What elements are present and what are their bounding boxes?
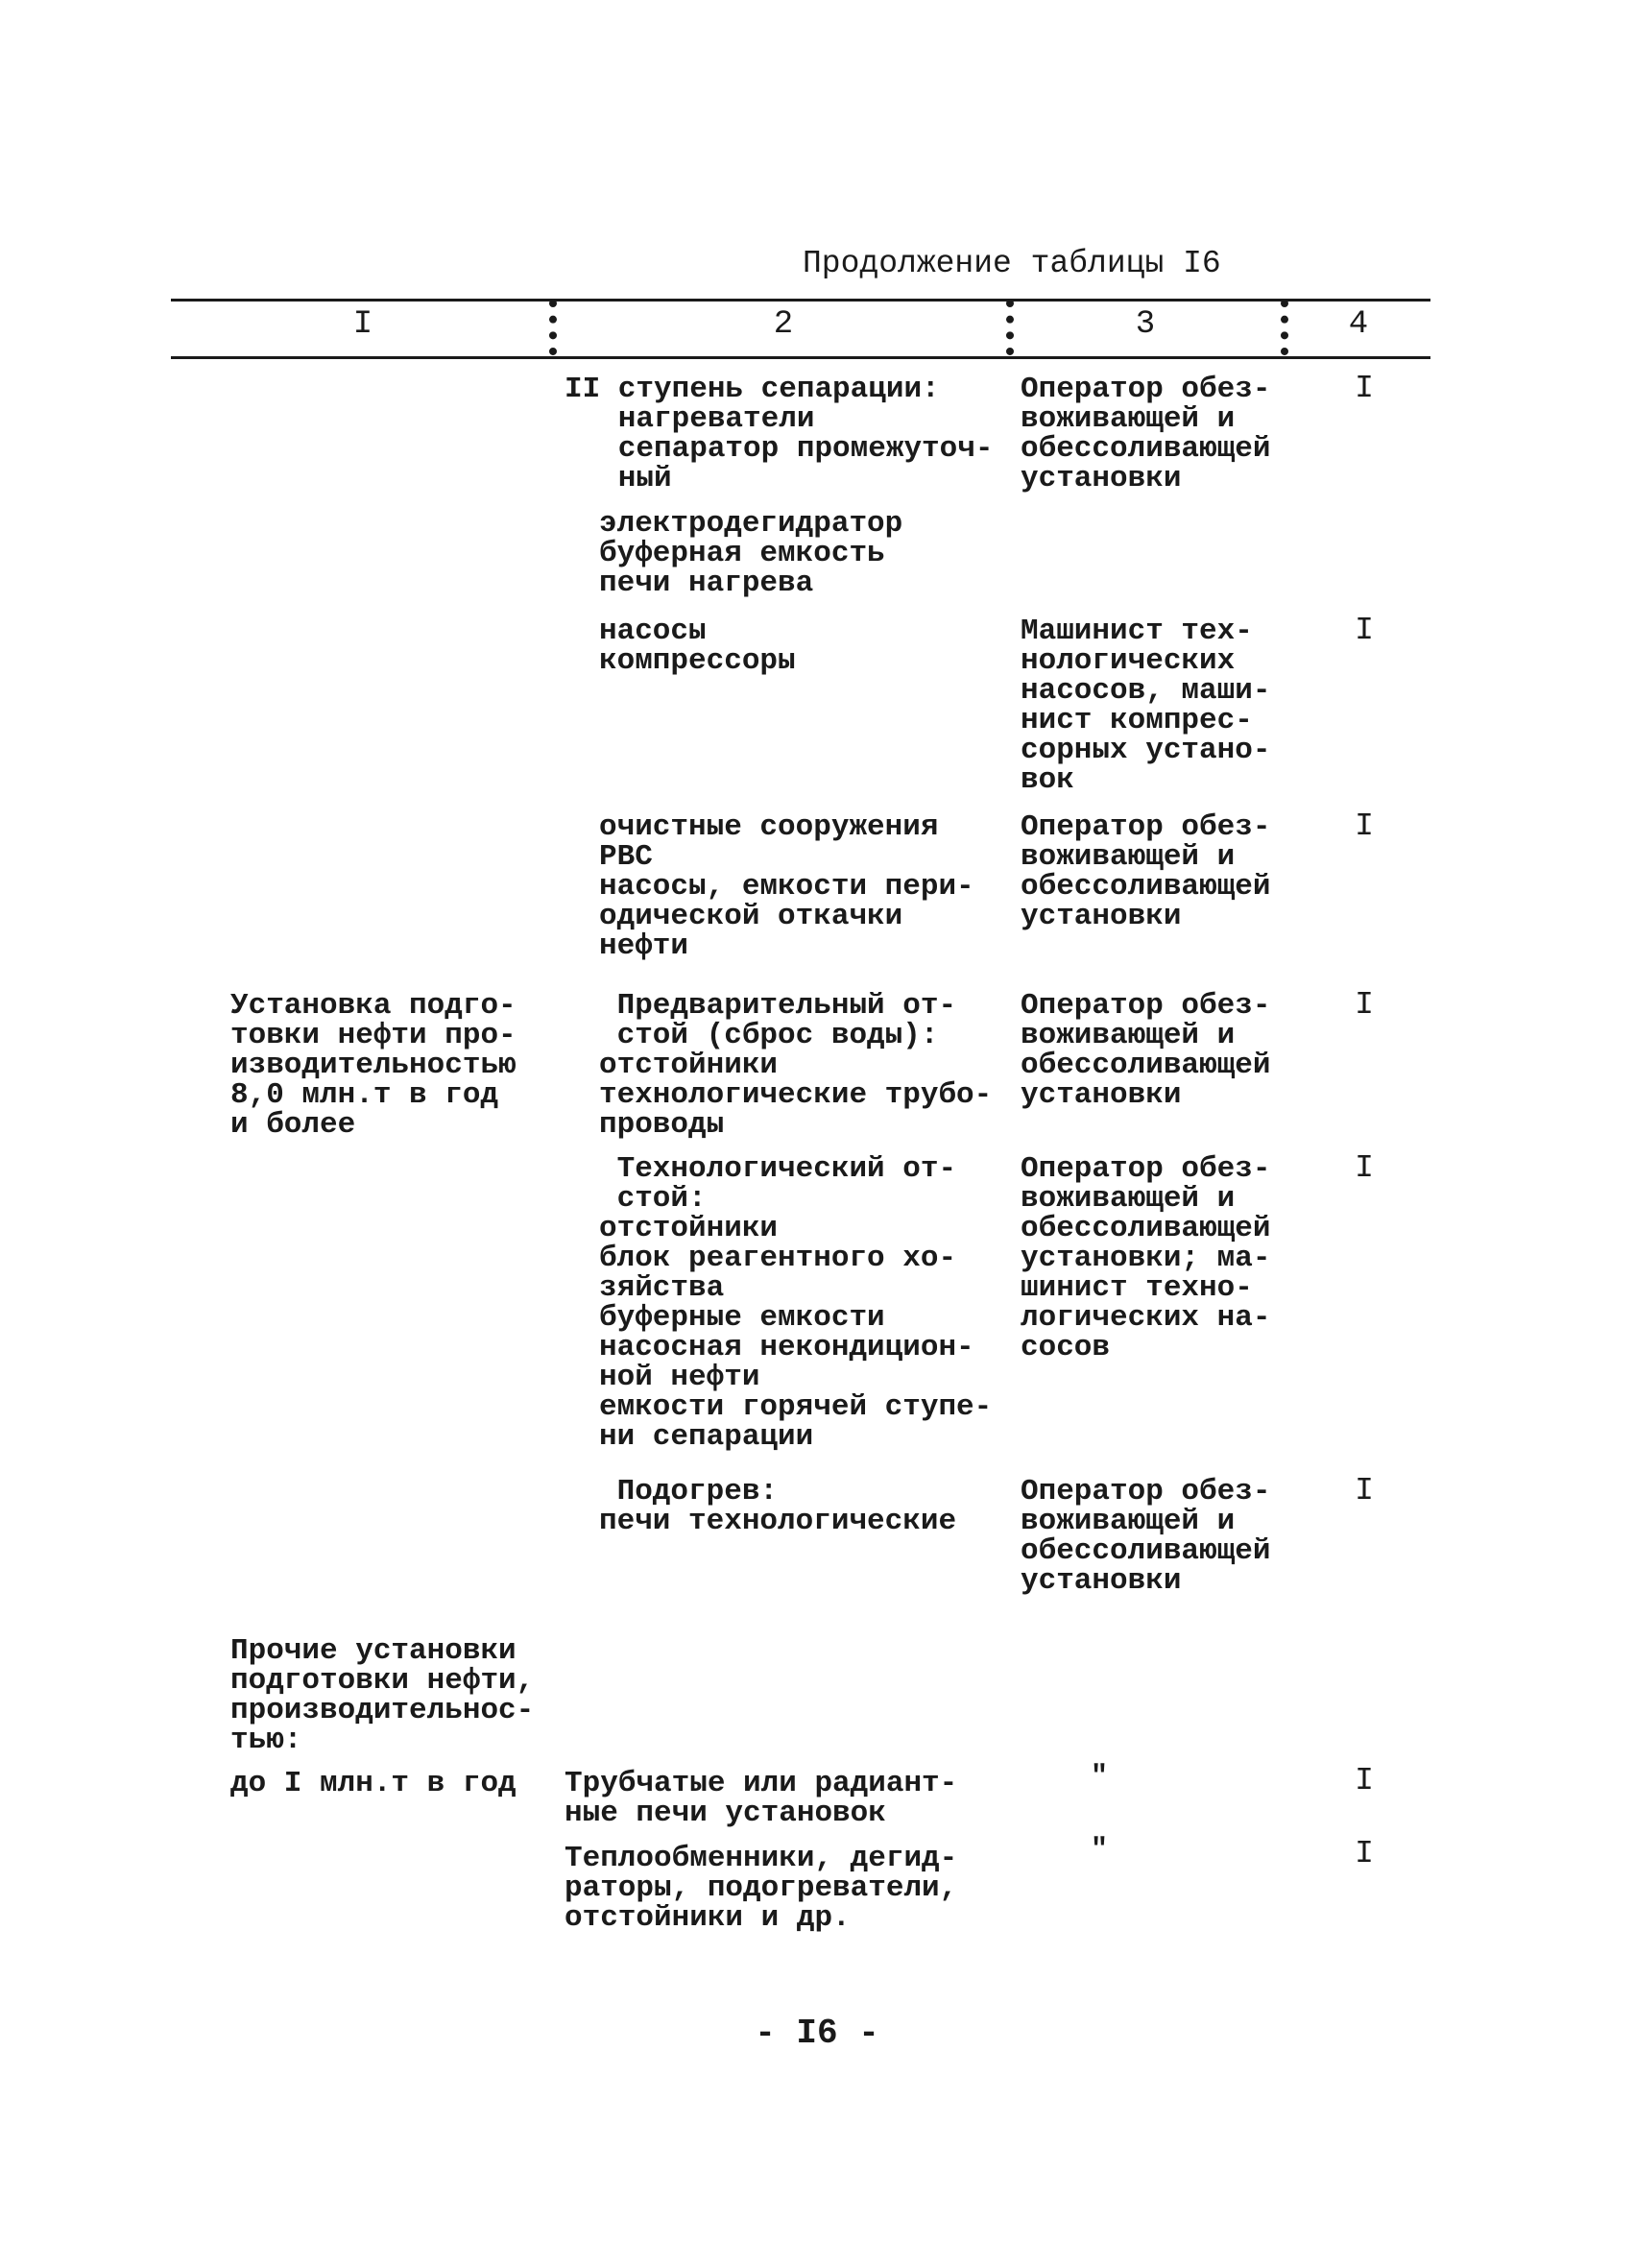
row-5-col-3: Оператор обез- воживающей и обессоливающей установки; ма- шинист техно- логических на- сосов (1021, 1152, 1271, 1364)
row-9-col-4: I (1355, 1836, 1374, 1871)
row-0-col-2: II ступень сепарации: нагреватели сепаратор промежуточ- ный (565, 373, 994, 495)
row-0-col-3: Оператор обез- воживающей и обессоливающей установки (1021, 373, 1271, 495)
row-2-col-2: насосы компрессоры (599, 615, 796, 678)
row-2-col-3: Машинист тех- нологических насосов, маши- нист компрес- сорных устано- вок (1021, 615, 1271, 797)
table-caption: Продолжение таблицы I6 (803, 246, 1221, 281)
row-6-col-2: Подогрев: печи технологические (599, 1475, 957, 1538)
header-col-1: I (352, 306, 373, 343)
header-col-3: 3 (1135, 306, 1156, 343)
header-top-rule (171, 299, 1430, 302)
row-8-col-4: I (1355, 1763, 1374, 1798)
header-separator-2 (1006, 300, 1014, 355)
row-9-col-2: Теплообменники, дегид- раторы, подогреватели, отстойники и др. (565, 1842, 958, 1935)
header-col-2: 2 (773, 306, 794, 343)
row-4-col-3: Оператор обез- воживающей и обессоливающей установки (1021, 989, 1271, 1112)
row-5-col-4: I (1355, 1150, 1374, 1186)
header-separator-3 (1281, 300, 1288, 355)
header-bottom-rule (171, 356, 1430, 359)
header-col-4: 4 (1348, 306, 1369, 343)
row-4-col-4: I (1355, 987, 1374, 1023)
row-7-col-1: Прочие установки подготовки нефти, производительнос- тью: (230, 1634, 535, 1757)
row-6-col-4: I (1355, 1473, 1374, 1508)
row-8-col-3-ditto: " (1091, 1761, 1109, 1794)
row-1-col-2: электродегидратор буферная емкость печи нагрева (599, 507, 903, 600)
row-0-col-4: I (1355, 371, 1374, 406)
row-6-col-3: Оператор обез- воживающей и обессоливающей установки (1021, 1475, 1271, 1598)
row-5-col-2: Технологический от- стой: отстойники блок реагентного хо- зяйства буферные емкости насосная некондицион- ной нефти емкости горячей ступе- ни сепарации (599, 1152, 993, 1454)
header-separator-1 (549, 300, 557, 355)
row-3-col-2: очистные сооружения РВС насосы, емкости пери- одической откачки нефти (599, 810, 974, 963)
row-3-col-4: I (1355, 808, 1374, 844)
row-2-col-4: I (1355, 613, 1374, 648)
row-8-col-2: Трубчатые или радиант- ные печи установок (565, 1767, 958, 1830)
page-number: - I6 - (755, 2014, 879, 2053)
row-8-col-1: до I млн.т в год (230, 1767, 517, 1800)
row-4-col-2: Предварительный от- стой (сброс воды): отстойники технологические трубо- проводы (599, 989, 993, 1142)
row-9-col-3-ditto: " (1091, 1834, 1109, 1867)
row-4-col-1: Установка подго- товки нефти про- изводительностью 8,0 млн.т в год и более (230, 989, 517, 1142)
row-3-col-3: Оператор обез- воживающей и обессоливающей установки (1021, 810, 1271, 933)
